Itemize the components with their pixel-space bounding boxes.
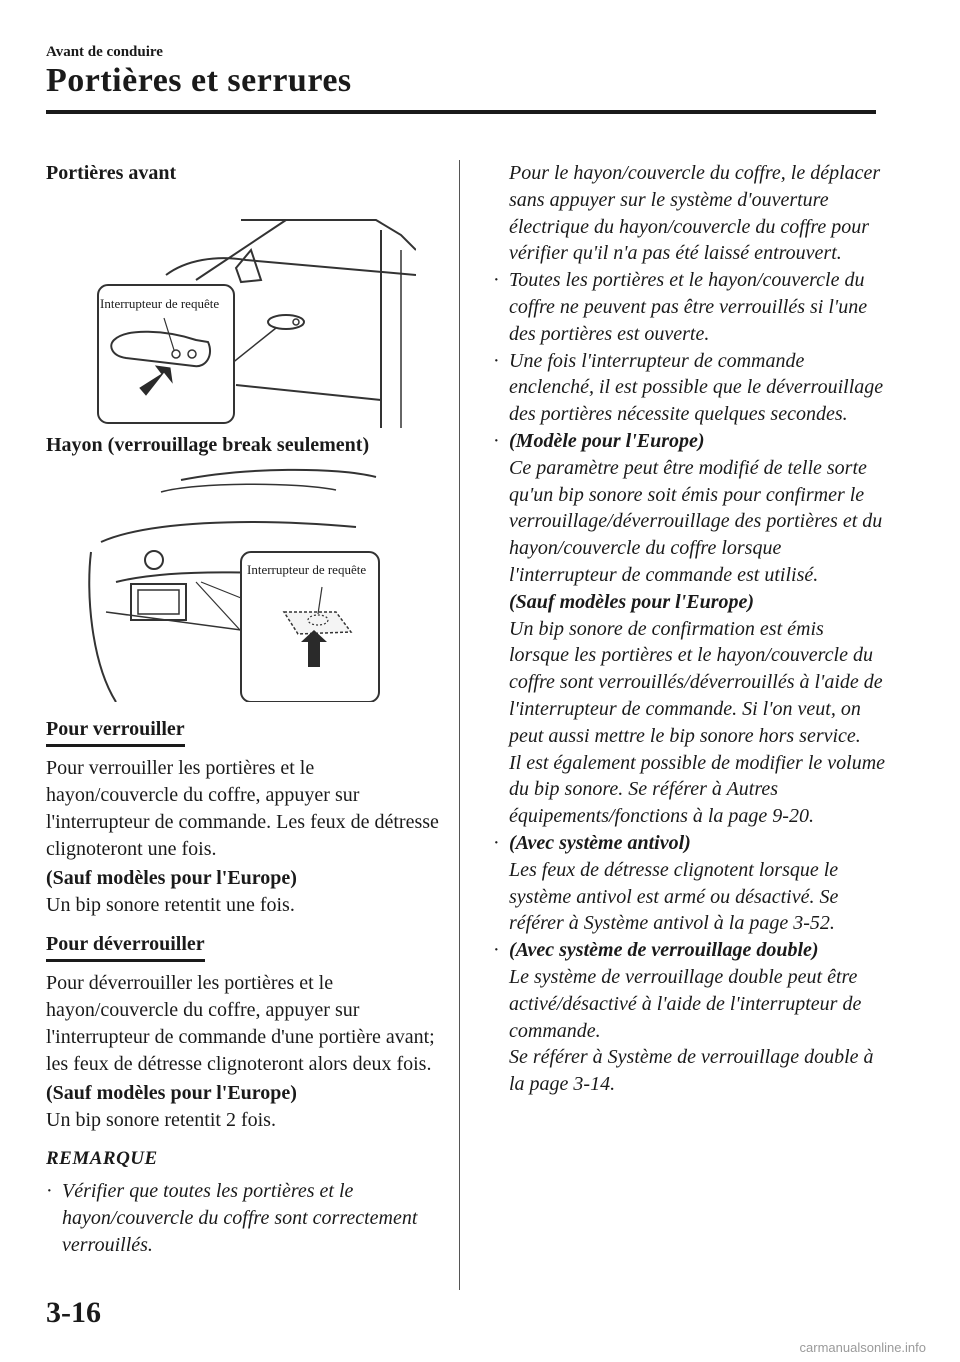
note-text: Ce paramètre peut être modifié de telle sorte qu'un bip sonore soit émis pour confirmer le verrouillage/déverrouillage des portières et du hayon/couvercle du coffre lorsque l'interrupteur de commande est utilisé. [509,456,883,586]
note-label: (Sauf modèles pour l'Europe) [509,590,755,613]
list-item [493,348,888,428]
remarque-list [46,1178,446,1258]
column-divider [459,160,460,1290]
bullet-icon: · [493,349,500,372]
unlock-note-label: (Sauf modèles pour l'Europe) [46,1082,297,1104]
title-rule [46,110,876,114]
unlock-text: Pour déverrouiller les portières et le hayon/couvercle du coffre, appuyer sur l'interrupteur de commande d'une portière avant; les feux de détresse clignoteront alors deux fois. [46,972,435,1075]
lock-heading: Pour verrouiller [46,716,185,747]
remarque-list-continued [493,267,888,1098]
watermark: carmanualsonline.info [799,1340,926,1355]
note-text: Une fois l'interrupteur de commande enclenché, il est possible que le déverrouillage des portières nécessite quelques secondes. [509,349,884,426]
bullet-icon: · [46,1180,53,1202]
note-text: Il est également possible de modifier le volume du bip sonore. Se référer à Autres équipements/fonctions à la page 9-20. [509,751,886,828]
note-label: (Avec système de verrouillage double) [509,939,819,962]
list-item [493,267,888,347]
page-number: 3-16 [46,1296,101,1329]
bullet-icon: · [493,429,500,452]
note-continuation: Pour le hayon/couvercle du coffre, le déplacer sans appuyer sur le système d'ouverture électrique du hayon/couvercle du coffre pour vérifier qu'il n'a pas été laissé entrouvert. [509,162,881,265]
lock-note-label: (Sauf modèles pour l'Europe) [46,867,297,889]
left-column [46,160,446,1258]
page-title: Portières et serrures [46,62,352,99]
tailgate-label: Interrupteur de requête [247,562,367,577]
remarque-label: REMARQUE [46,1148,158,1169]
unlock-heading: Pour déverrouiller [46,931,205,962]
note-label: (Avec système antivol) [509,831,691,854]
note-text: Vérifier que toutes les portières et le hayon/couvercle du coffre sont correctement verrouillés. [62,1180,418,1256]
list-item [493,428,888,830]
tailgate-caption: Hayon (verrouillage break seulement) [46,434,370,456]
front-door-label: Interrupteur de requête [100,296,220,311]
front-door-caption: Portières avant [46,162,177,184]
front-door-figure [46,190,446,428]
note-text: Se référer à Système de verrouillage double à la page 3-14. [509,1046,874,1096]
list-item [493,830,888,937]
note-text: Un bip sonore de confirmation est émis lorsque les portières et le hayon/couvercle du coffre sont verrouillés/déverrouillés à l'aide de l'interrupteur de commande. Si l'on veut, on peut aussi mettre le bip sonore hors service. [509,617,883,747]
list-item [493,937,888,1098]
bullet-icon: · [493,831,500,854]
bullet-icon: · [493,269,500,292]
note-text: Toutes les portières et le hayon/couvercle du coffre ne peuvent pas être verrouillés si l'une des portières est ouverte. [509,269,868,345]
right-column [493,160,888,1098]
note-text: Les feux de détresse clignotent lorsque le système antivol est armé ou désactivé. Se référer à Système antivol à la page 3-52. [509,858,839,935]
bullet-icon: · [493,939,500,962]
note-label: (Modèle pour l'Europe) [509,429,705,452]
lock-note-text: Un bip sonore retentit une fois. [46,894,295,916]
lock-text: Pour verrouiller les portières et le hayon/couvercle du coffre, appuyer sur l'interrupteur de commande. Les feux de détresse clignoteront une fois. [46,757,439,860]
section-label: Avant de conduire [46,44,163,60]
note-text: Le système de verrouillage double peut être activé/désactivé à l'aide de l'interrupteur de commande. [509,965,862,1042]
tailgate-figure [46,462,446,702]
list-item [46,1178,446,1258]
unlock-note-text: Un bip sonore retentit 2 fois. [46,1109,276,1131]
